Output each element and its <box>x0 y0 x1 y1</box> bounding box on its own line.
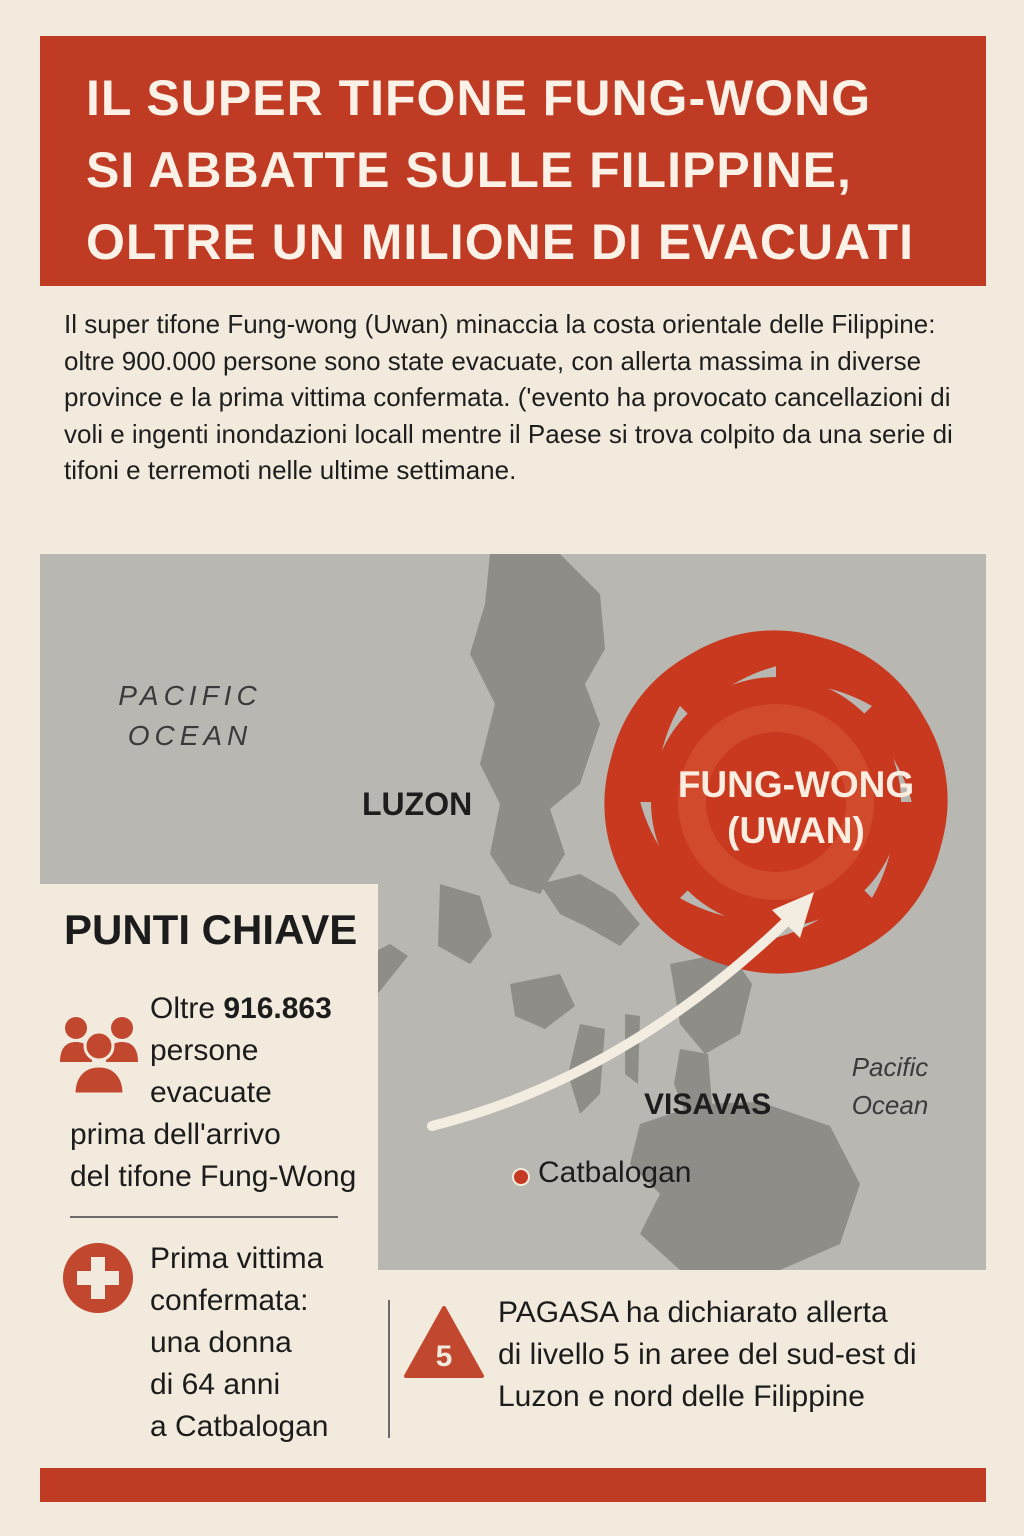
headline <box>86 62 946 278</box>
headline-line-2: SI ABBATTE SULLE FILIPPINE, <box>86 142 852 198</box>
key-point-victim: Prima vittima confermata: una donna di 64 anni a Catbalogan <box>150 1242 329 1443</box>
label-luzon: LUZON <box>362 786 473 822</box>
island-panay <box>510 974 575 1029</box>
label-visavas: VISAVAS <box>644 1088 772 1121</box>
cross-icon <box>62 1242 134 1314</box>
divider <box>70 1216 338 1218</box>
label-catbalogan: Catbalogan <box>538 1156 692 1189</box>
catbalogan-marker <box>512 1168 530 1186</box>
evacuated-count: 916.863 <box>223 992 332 1025</box>
ocean-label-left: PACIFIC OCEAN <box>118 680 262 751</box>
footer-bar <box>40 1468 986 1502</box>
key-points-title: PUNTI CHIAVE <box>64 906 358 953</box>
warning-triangle-icon <box>404 1306 484 1378</box>
headline-banner <box>40 36 986 286</box>
island-mindoro <box>438 884 492 964</box>
key-point-alert: PAGASA ha dichiarato allerta di livello 5 in aree del sud-est di Luzon e nord delle Filippine <box>498 1296 917 1413</box>
headline-line-3: OLTRE UN MILIONE DI EVACUATI <box>86 214 914 270</box>
ocean-label-right: Pacific Ocean <box>851 1052 929 1120</box>
island-luzon <box>470 554 605 894</box>
lead-paragraph: Il super tifone Fung-wong (Uwan) minaccia la costa orientale delle Filippine: oltre 900.000 persone sono state evacuate, con allerta massima in diverse province e la prima vittima confermata. ('evento ha provocato cancellazioni di voli e ingenti inondazioni locall mentre il Paese si trova colpito da una serie di tifoni e terremoti nelle ultime settimane. <box>64 309 953 485</box>
storm-name: FUNG-WONG (UWAN) <box>677 764 915 851</box>
island-bicol <box>540 874 640 946</box>
headline-line-1: IL SUPER TIFONE FUNG-WONG <box>86 70 872 126</box>
vertical-divider <box>388 1300 390 1438</box>
key-point-evacuated: Oltre 916.863 persone evacuate prima dell'arrivo del tifone Fung-Wong <box>70 992 357 1193</box>
alert-level-badge: 5 <box>435 1340 453 1373</box>
